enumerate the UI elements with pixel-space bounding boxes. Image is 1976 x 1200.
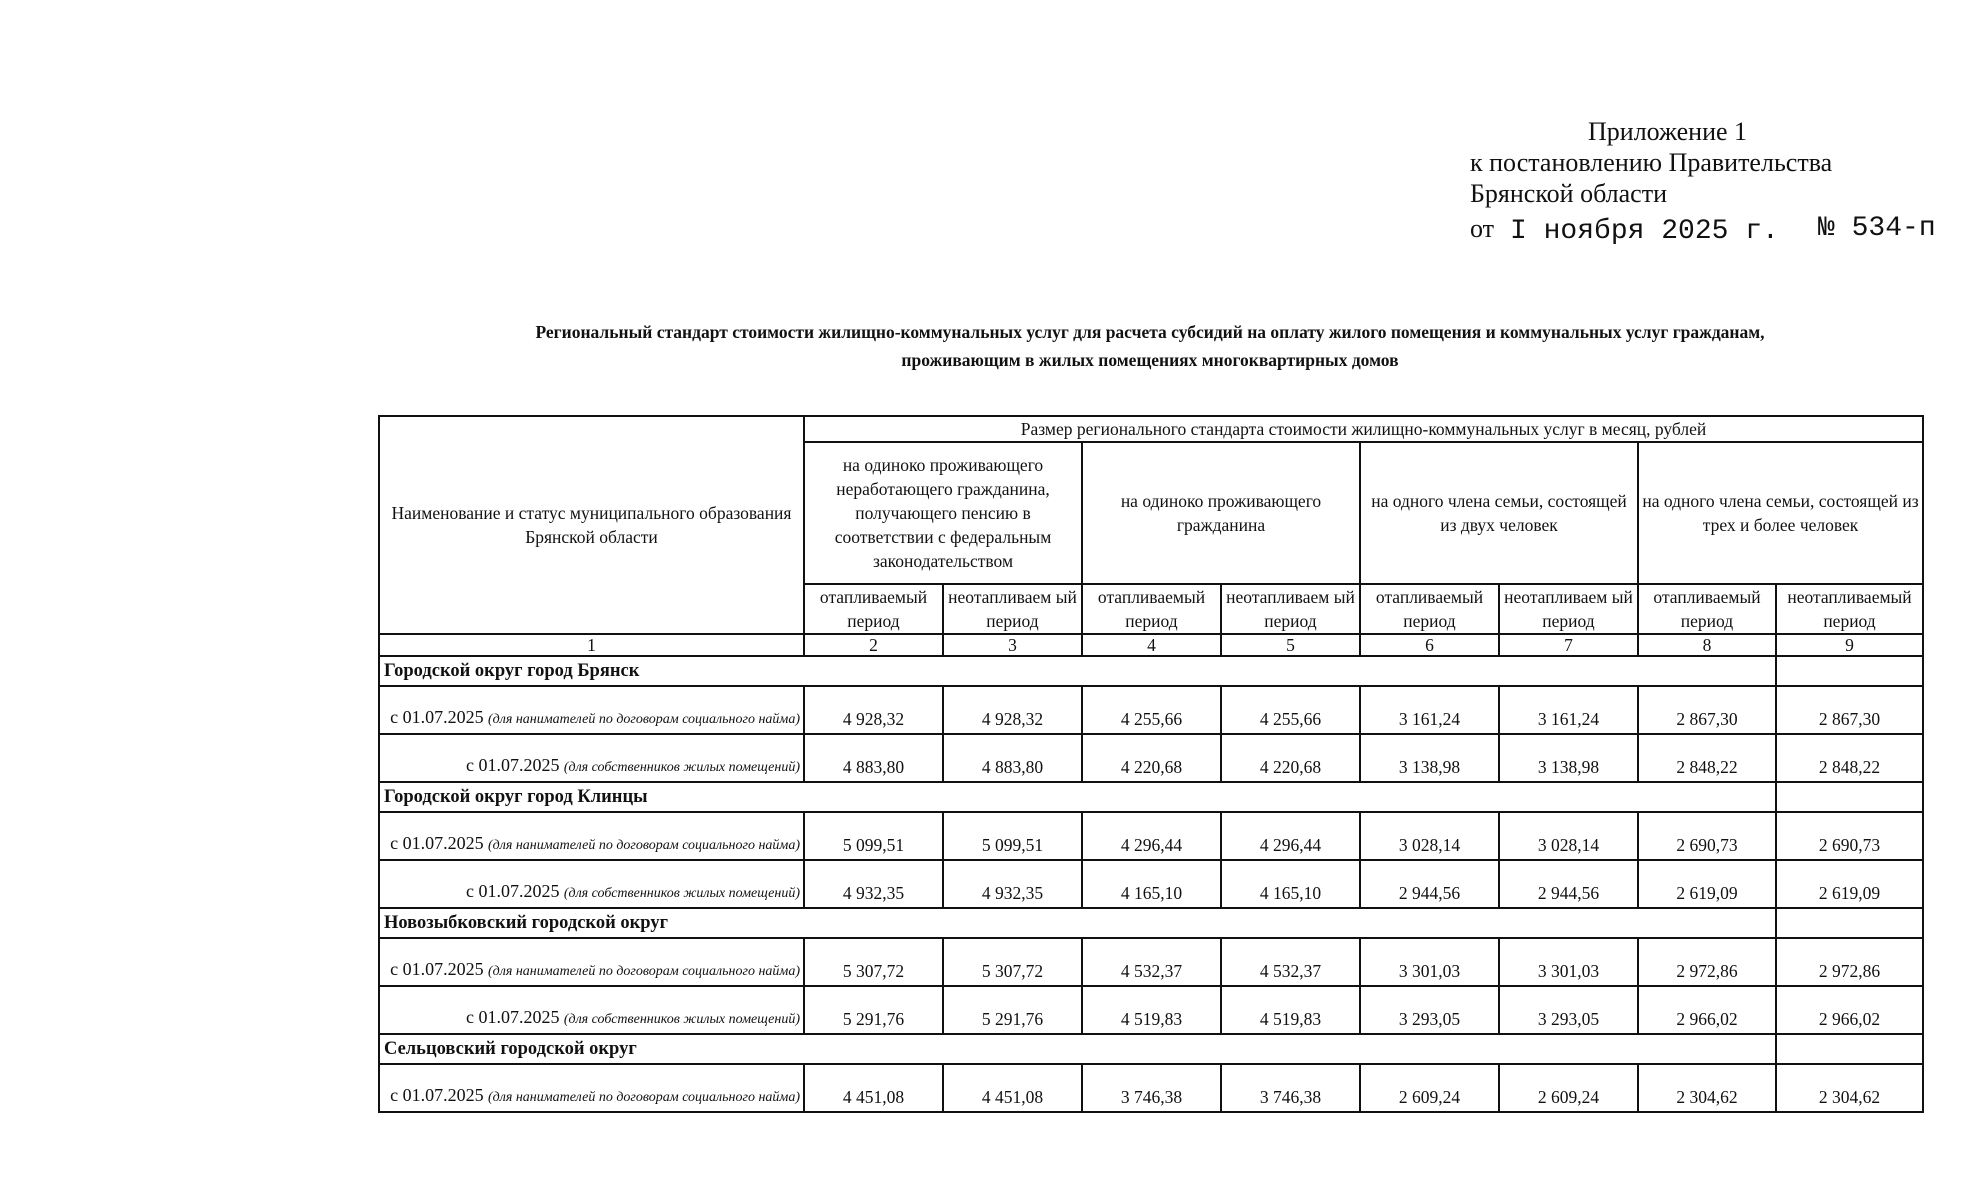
column-number: 4 bbox=[1082, 634, 1221, 656]
value-cell: 3 746,38 bbox=[1221, 1064, 1360, 1112]
municipality-column-header: Наименование и статус муниципального образования Брянской области bbox=[379, 416, 804, 634]
category-note: (для нанимателей по договорам социального найма) bbox=[488, 964, 800, 979]
column-number: 7 bbox=[1499, 634, 1638, 656]
row-label bbox=[379, 938, 804, 986]
value-cell: 2 609,24 bbox=[1499, 1064, 1638, 1112]
value-cell: 3 138,98 bbox=[1360, 734, 1499, 782]
group-row bbox=[379, 1034, 1923, 1064]
municipality-name: Городской округ город Брянск bbox=[379, 656, 1776, 686]
value-cell: 5 291,76 bbox=[804, 986, 943, 1034]
category-note: (для собственников жилых помещений) bbox=[563, 760, 800, 775]
appendix-block bbox=[1470, 116, 1936, 249]
appendix-title: Приложение 1 bbox=[1588, 117, 1748, 146]
row-label bbox=[379, 860, 804, 908]
category-header-single: на одиноко проживающего гражданина bbox=[1082, 442, 1360, 584]
value-cell: 2 972,86 bbox=[1638, 938, 1776, 986]
category-note: (для нанимателей по договорам социального найма) bbox=[488, 712, 800, 727]
value-cell: 3 161,24 bbox=[1499, 686, 1638, 734]
group-row bbox=[379, 782, 1923, 812]
value-cell: 3 293,05 bbox=[1499, 986, 1638, 1034]
period-header: отапливаемый период bbox=[1082, 584, 1221, 634]
appendix-date-line bbox=[1470, 213, 1936, 249]
value-cell: 2 609,24 bbox=[1360, 1064, 1499, 1112]
value-cell: 4 220,68 bbox=[1082, 734, 1221, 782]
value-cell: 4 165,10 bbox=[1082, 860, 1221, 908]
appendix-ot: от bbox=[1470, 214, 1495, 243]
document-title-line-2: проживающим в жилых помещениях многоквартирных домов bbox=[901, 350, 1399, 370]
value-cell: 2 966,02 bbox=[1638, 986, 1776, 1034]
value-cell: 2 944,56 bbox=[1499, 860, 1638, 908]
value-cell: 3 301,03 bbox=[1360, 938, 1499, 986]
row-label bbox=[379, 812, 804, 860]
table-row bbox=[379, 938, 1923, 986]
document-title-line-1: Региональный стандарт стоимости жилищно-коммунальных услуг для расчета субсидий на оплату жилого помещения и коммунальных услуг гражданам, bbox=[535, 322, 1765, 342]
value-cell: 3 161,24 bbox=[1360, 686, 1499, 734]
appendix-date: I ноября 2025 г. bbox=[1510, 216, 1779, 247]
category-note: (для собственников жилых помещений) bbox=[563, 886, 800, 901]
value-cell: 4 296,44 bbox=[1221, 812, 1360, 860]
table-row bbox=[379, 986, 1923, 1034]
group-row bbox=[379, 656, 1923, 686]
period-header: отапливаемый период bbox=[1360, 584, 1499, 634]
category-note: (для нанимателей по договорам социального найма) bbox=[488, 838, 800, 853]
value-cell: 4 165,10 bbox=[1221, 860, 1360, 908]
value-cell: 2 848,22 bbox=[1776, 734, 1923, 782]
effective-date: с 01.07.2025 bbox=[390, 959, 484, 979]
row-label bbox=[379, 686, 804, 734]
category-note: (для нанимателей по договорам социального найма) bbox=[488, 1090, 800, 1105]
value-cell: 3 746,38 bbox=[1082, 1064, 1221, 1112]
value-cell: 5 099,51 bbox=[943, 812, 1082, 860]
standards-table bbox=[378, 415, 1924, 1113]
column-number-row bbox=[379, 634, 1923, 656]
row-label bbox=[379, 1064, 804, 1112]
value-cell: 2 619,09 bbox=[1638, 860, 1776, 908]
effective-date: с 01.07.2025 bbox=[390, 707, 484, 727]
column-number: 5 bbox=[1221, 634, 1360, 656]
period-header: неотапливаемый период bbox=[1776, 584, 1923, 634]
value-cell: 5 099,51 bbox=[804, 812, 943, 860]
row-label bbox=[379, 986, 804, 1034]
column-number: 3 bbox=[943, 634, 1082, 656]
value-cell: 4 883,80 bbox=[943, 734, 1082, 782]
value-cell: 4 220,68 bbox=[1221, 734, 1360, 782]
column-number: 9 bbox=[1776, 634, 1923, 656]
appendix-number: № 534-п bbox=[1818, 213, 1936, 244]
appendix-region: Брянской области bbox=[1470, 179, 1667, 208]
effective-date: с 01.07.2025 bbox=[465, 755, 560, 775]
period-header: неотапливаем ый период bbox=[943, 584, 1082, 634]
value-cell: 4 451,08 bbox=[804, 1064, 943, 1112]
value-cell: 2 690,73 bbox=[1776, 812, 1923, 860]
value-cell: 2 304,62 bbox=[1638, 1064, 1776, 1112]
effective-date: с 01.07.2025 bbox=[390, 833, 484, 853]
table-row bbox=[379, 812, 1923, 860]
standard-size-header: Размер регионального стандарта стоимости жилищно-коммунальных услуг в месяц, рублей bbox=[804, 416, 1923, 442]
effective-date: с 01.07.2025 bbox=[465, 881, 560, 901]
value-cell: 4 932,35 bbox=[804, 860, 943, 908]
empty-cell bbox=[1776, 656, 1923, 686]
municipality-name: Сельцовский городской округ bbox=[379, 1034, 1776, 1064]
value-cell: 4 928,32 bbox=[943, 686, 1082, 734]
value-cell: 3 301,03 bbox=[1499, 938, 1638, 986]
row-label bbox=[379, 734, 804, 782]
effective-date: с 01.07.2025 bbox=[465, 1007, 560, 1027]
value-cell: 4 932,35 bbox=[943, 860, 1082, 908]
period-header: неотапливаем ый период bbox=[1221, 584, 1360, 634]
empty-cell bbox=[1776, 782, 1923, 812]
period-header: отапливаемый период bbox=[1638, 584, 1776, 634]
group-row bbox=[379, 908, 1923, 938]
value-cell: 3 138,98 bbox=[1499, 734, 1638, 782]
value-cell: 5 291,76 bbox=[943, 986, 1082, 1034]
value-cell: 4 928,32 bbox=[804, 686, 943, 734]
table-row bbox=[379, 734, 1923, 782]
value-cell: 4 451,08 bbox=[943, 1064, 1082, 1112]
header-row-top bbox=[379, 416, 1923, 442]
municipality-name: Новозыбковский городской округ bbox=[379, 908, 1776, 938]
period-header: отапливаемый период bbox=[804, 584, 943, 634]
municipality-name: Городской округ город Клинцы bbox=[379, 782, 1776, 812]
column-number: 1 bbox=[379, 634, 804, 656]
value-cell: 2 304,62 bbox=[1776, 1064, 1923, 1112]
value-cell: 2 966,02 bbox=[1776, 986, 1923, 1034]
value-cell: 4 532,37 bbox=[1221, 938, 1360, 986]
column-number: 6 bbox=[1360, 634, 1499, 656]
value-cell: 2 848,22 bbox=[1638, 734, 1776, 782]
table-row bbox=[379, 686, 1923, 734]
document-title bbox=[420, 318, 1880, 374]
category-note: (для собственников жилых помещений) bbox=[563, 1012, 800, 1027]
category-header-two-person-family: на одного члена семьи, состоящей из двух человек bbox=[1360, 442, 1638, 584]
value-cell: 4 255,66 bbox=[1082, 686, 1221, 734]
value-cell: 3 028,14 bbox=[1499, 812, 1638, 860]
category-header-three-plus-family: на одного члена семьи, состоящей из трех и более человек bbox=[1638, 442, 1923, 584]
value-cell: 2 619,09 bbox=[1776, 860, 1923, 908]
value-cell: 3 028,14 bbox=[1360, 812, 1499, 860]
value-cell: 2 690,73 bbox=[1638, 812, 1776, 860]
value-cell: 4 883,80 bbox=[804, 734, 943, 782]
category-header-pensioner: на одиноко проживающего неработающего гражданина, получающего пенсию в соответствии с федеральным законодательством bbox=[804, 442, 1082, 584]
table-row bbox=[379, 1064, 1923, 1112]
value-cell: 4 519,83 bbox=[1221, 986, 1360, 1034]
column-number: 2 bbox=[804, 634, 943, 656]
empty-cell bbox=[1776, 908, 1923, 938]
effective-date: с 01.07.2025 bbox=[390, 1085, 484, 1105]
value-cell: 4 519,83 bbox=[1082, 986, 1221, 1034]
value-cell: 2 972,86 bbox=[1776, 938, 1923, 986]
empty-cell bbox=[1776, 1034, 1923, 1064]
period-header: неотапливаем ый период bbox=[1499, 584, 1638, 634]
value-cell: 2 867,30 bbox=[1776, 686, 1923, 734]
value-cell: 3 293,05 bbox=[1360, 986, 1499, 1034]
column-number: 8 bbox=[1638, 634, 1776, 656]
value-cell: 5 307,72 bbox=[943, 938, 1082, 986]
value-cell: 4 255,66 bbox=[1221, 686, 1360, 734]
value-cell: 4 296,44 bbox=[1082, 812, 1221, 860]
value-cell: 2 944,56 bbox=[1360, 860, 1499, 908]
table-row bbox=[379, 860, 1923, 908]
value-cell: 2 867,30 bbox=[1638, 686, 1776, 734]
value-cell: 5 307,72 bbox=[804, 938, 943, 986]
value-cell: 4 532,37 bbox=[1082, 938, 1221, 986]
appendix-resolution: к постановлению Правительства bbox=[1470, 148, 1833, 177]
